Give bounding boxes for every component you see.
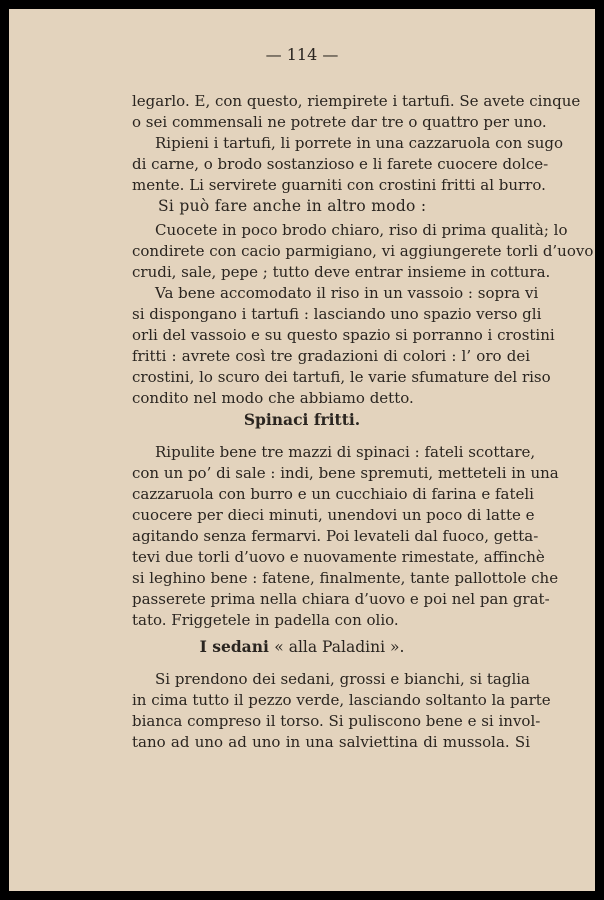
text-line: condito nel modo che abbiamo detto. [132,389,414,407]
text-line: mente. Li servirete guarniti con crostini fritti al burro. [132,176,546,194]
text-line: si leghino bene : fatene, finalmente, tante pallottole che [132,569,559,587]
text-line: si dispongano i tartufi : lasciando uno spazio verso gli [132,305,542,323]
heading-sedani-bold: I sedani [199,637,269,656]
text-line: tevi due torli d’uovo e nuovamente rimestate, affinchè [132,548,545,566]
text-line: crostini, lo scuro dei tartufi, le varie sfumature del riso [132,368,551,386]
text-line: agitando senza fermarvi. Poi levateli dal fuoco, getta- [132,527,539,545]
text-line: cuocere per dieci minuti, unendovi un poco di latte e [132,506,535,524]
text-line: Ripieni i tartufi, li porrete in una cazzaruola con sugo [155,134,563,152]
text-line: orli del vassoio e su questo spazio si porranno i crostini [132,326,555,344]
text-line: o sei commensali ne potrete dar tre o quattro per uno. [132,113,547,131]
text-line: tano ad uno ad uno in una salviettina di mussola. Si [132,733,530,751]
book-page [9,9,595,891]
text-line: con un po’ di sale : indi, bene spremuti, metteteli in una [132,464,559,482]
heading-sedani-alla-paladini [9,636,595,658]
page-number: — 114 — [265,45,339,64]
text-line: crudi, sale, pepe ; tutto deve entrar insieme in cottura. [132,263,551,281]
heading-sedani-quoted: « alla Paladini » [274,638,400,656]
text-line: in cima tutto il pezzo verde, lasciando soltanto la parte [132,691,551,709]
text-line: condirete con cacio parmigiano, vi aggiungerete torli d’uovo [132,242,594,260]
text-line: Ripulite bene tre mazzi di spinaci : fateli scottare, [155,443,536,461]
heading-sedani-punct: . [399,638,405,656]
text-line: di carne, o brodo sostanzioso e li farete cuocere dolce- [132,155,549,173]
text-line: Va bene accomodato il riso in un vassoio : sopra vi [155,284,539,302]
alt-method-title: Si può fare anche in altro modo : [158,197,427,215]
text-line: legarlo. E, con questo, riempirete i tartufi. Se avete cinque [132,92,581,110]
text-line: Si prendono dei sedani, grossi e bianchi, si taglia [155,670,530,688]
heading-spinaci-fritti: Spinaci fritti. [243,410,361,429]
text-line: fritti : avrete così tre gradazioni di colori : l’ oro dei [132,347,530,365]
text-line: passerete prima nella chiara d’uovo e poi nel pan grat- [132,590,550,608]
text-line: cazzaruola con burro e un cucchiaio di farina e fateli [132,485,534,503]
text-line: Cuocete in poco brodo chiaro, riso di prima qualità; lo [155,221,568,239]
text-line: tato. Friggetele in padella con olio. [132,611,399,629]
text-line: bianca compreso il torso. Si puliscono bene e si invol- [132,712,541,730]
